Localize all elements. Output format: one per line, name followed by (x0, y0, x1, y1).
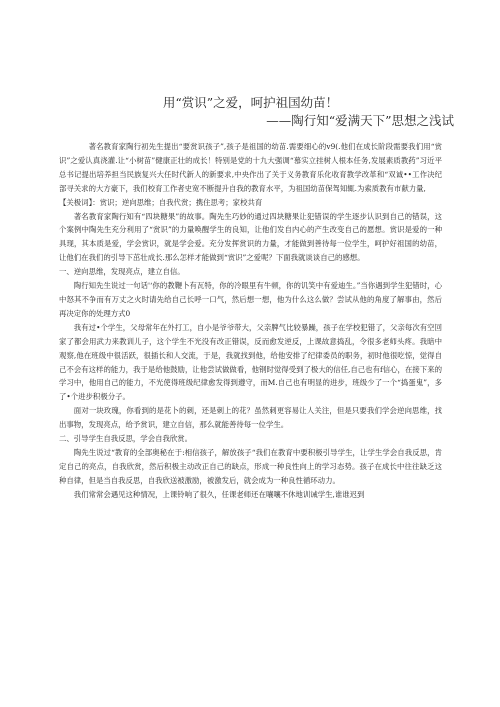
article-title: 用“赏识”之爱，呵护祖国幼苗！ (162, 95, 339, 110)
article-subtitle: ——陶行知“爱满天下”思想之浅试 (266, 113, 454, 128)
body-paragraph-1: 著名教育家陶行知有“四块糖果”的故事。陶先生巧妙的通过四块糖果让犯错误的学生逐步认识到自己的错误，这个案例中陶先生充分利用了“赏识”的力量唤醒学生的良知，让他们发自内心的产生改变自己的愿想。赏识是爱的一种具现，其本质是爱，学会赏识，就是学会爱。充分发挥赏识的力量，才能做到善待每一位学生，呵护好祖国的幼苗，让他们在我们的引导下茁壮成长.那么怎样才能做到“赏识”之爱呢？下面我就谈谈自己的感想。 (59, 211, 442, 263)
body-paragraph-6: 我们常常会遇见这种情况，上课铃响了很久，任课老师还在嚷嚷不休地训诫学生,谁谁迟到 (73, 489, 365, 499)
section-heading-2: 二、引导学生自我反思，学会自我欣赏。 (59, 434, 193, 444)
keywords-line: 【关极词】：赏识；逆向思维；自我代赏；携住思考；家校共育 (59, 197, 263, 207)
section-heading-1: 一、逆向思维，发现亮点，建立自信。 (59, 267, 185, 277)
body-paragraph-3: 我有过•个学生，父母常年在外打工，自小是爷爷带大，父亲脾气比较暴躁，孩子在学校犯错了，父亲每次有空回家了都会用武力来教训儿子，这个学生不光没有改正错误，反而愈发逆反，上课故意捣乱，令很多老师头疼。我暗中观察,他在班级中很活跃，很插长和人交流，于是，我就找到他，给他安排了纪律委员的职务，初时他很吃惊，觉得自己不会有这样的能力，我于是给他鼓励，让他尝试做做看，他钢时觉得受到了极大的信任,自己也有f信心，在接下来的学习中，他用自己的能力，不光使得班级纪律愈发得到遵守，而M.自己也有明显的进步，班级少了一个“捣蛋鬼”，多了•个进步积极分子。 (59, 322, 442, 402)
body-paragraph-5: 陶先生说过“教育的全部奥秘在于:相信孩子，解放孩子“我们在教育中要积极引导学生，让学生学会自我反思，肯定自己的亮点，自我欣赏，然后积极主动改正自己的缺点，形成一种良性向上的学习态势。孩子在成长中往往缺乏这种自律，但是当自我反思，自我欣送被激励，被激发后，就会成为一种良性循环动力。 (59, 447, 442, 485)
body-paragraph-4: 面对一块玫瑰，你看到的是花卜的刺，还是刺上的花？虽然刺更容易让人关注，但是只要我们学会逆向思维，找出事物，发现亮点，给予赏识，建立自信，那么就能善待每一位学生。 (59, 406, 442, 430)
body-paragraph-2: 陶行知先生说过一句话'‘你的教鞭卜有瓦特，你的冷眼里有牛顿，你的讥笑中有爱迪生。”当你遇到学生犯错时，心中怒其不争而有万丈之火时请先给自己长呼一口气，然后想一想，他为什么这么做？尝试从他的角度了解事由，然后再决定你的处理方式0 (59, 281, 442, 318)
abstract-paragraph: 著名教育家陶行初先生提出“要赏识孩子”,孩子是祖国的幼苗.需要细心的v9(.他们在成长阶段需要我们用“赏识”之爱认真浇灌.让“小树苗”健康正壮的成长！特别是党的十九大强调“慕实立挂树人根本任务,发展素质教药”习近平总书记提出培养担当民族复兴大任时代新人的新要求,中央作出了关于义务教育乐化收育教学改革和“双诚••工作决纪部寻关求的大方豪下，我们校育工作者史宽不断提升自我的教育水平，为祖国幼苗保驾知辄.为索质教有市献力量, (59, 142, 442, 193)
